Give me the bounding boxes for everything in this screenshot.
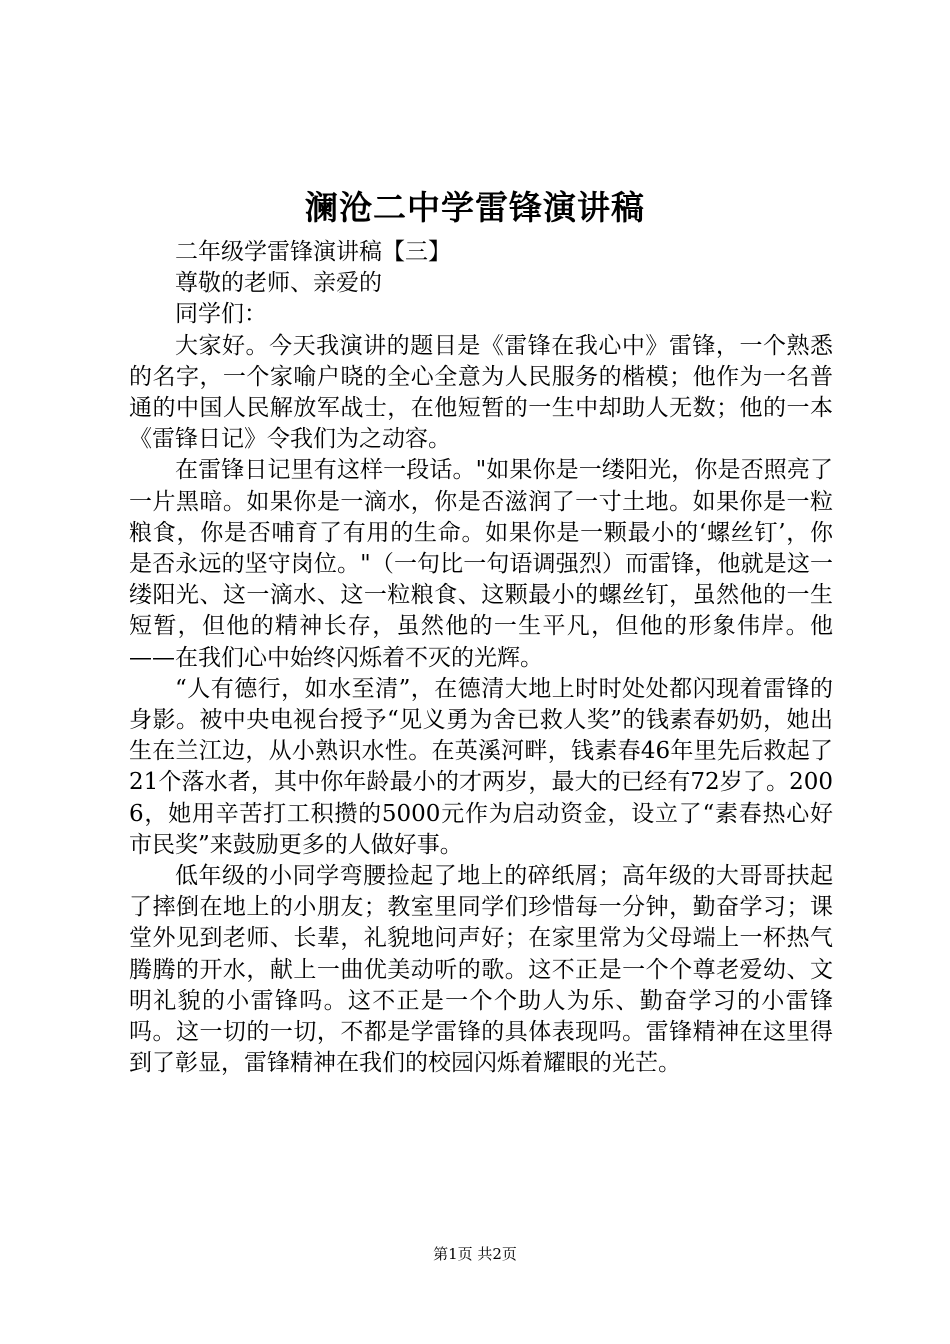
paragraph-qian-suchun: “人有德行，如水至清”，在德清大地上时时处处都闪现着雷锋的身影。被中央电视台授予“见义勇为舍已救人奖”的钱素春奶奶，她出生在兰江边，从小熟识水性。在英溪河畔，钱素春46年里先后救起了21个落水者，其中你年龄最小的才两岁，最大的已经有72岁了。2006，她用辛苦打工积攒的5000元作为启动资金，设立了“素春热心好市民奖”来鼓励更多的人做好事。 [129, 675, 833, 858]
page-footer: 第1页 共2页 [433, 1245, 517, 1263]
paragraph-campus: 低年级的小同学弯腰捡起了地上的碎纸屑；高年级的大哥哥扶起了摔倒在地上的小朋友；教室里同学们珍惜每一分钟，勤奋学习；课堂外见到老师、长辈，礼貌地问声好；在家里常为父母端上一杯热气腾腾的开水，献上一曲优美动听的歌。这不正是一个个尊老爱幼、文明礼貌的小雷锋吗。这不正是一个个助人为乐、勤奋学习的小雷锋吗。这一切的一切，不都是学雷锋的具体表现吗。雷锋精神在这里得到了彰显，雷锋精神在我们的校园闪烁着耀眼的光芒。 [129, 863, 833, 1077]
paragraph-diary-quote: 在雷锋日记里有这样一段话。"如果你是一缕阳光，你是否照亮了一片黑暗。如果你是一滴水，你是否滋润了一寸土地。如果你是一粒粮食，你是否哺育了有用的生命。如果你是一颗最小的‘螺丝钉’，你是否永远的坚守岗位。"（一句比一句语调强烈）而雷锋，他就是这一缕阳光、这一滴水、这一粒粮食、这颗最小的螺丝钉，虽然他的一生短暂，但他的精神长存，虽然他的一生平凡，但他的形象伟岸。他——在我们心中始终闪烁着不灭的光辉。 [129, 457, 833, 671]
paragraph-intro: 大家好。今天我演讲的题目是《雷锋在我心中》雷锋，一个熟悉的名字，一个家喻户晓的全心全意为人民服务的楷模；他作为一名普通的中国人民解放军战士，在他短暂的一生中却助人无数；他的一本《雷锋日记》令我们为之动容。 [129, 332, 833, 453]
document-body [129, 237, 833, 1079]
document-title: 澜沧二中学雷锋演讲稿 [305, 188, 645, 227]
paragraph-salutation-2: 同学们： [175, 301, 267, 328]
paragraph-subtitle: 二年级学雷锋演讲稿【三】 [175, 239, 451, 265]
paragraph-salutation-1: 尊敬的老师、亲爱的 [175, 270, 382, 297]
